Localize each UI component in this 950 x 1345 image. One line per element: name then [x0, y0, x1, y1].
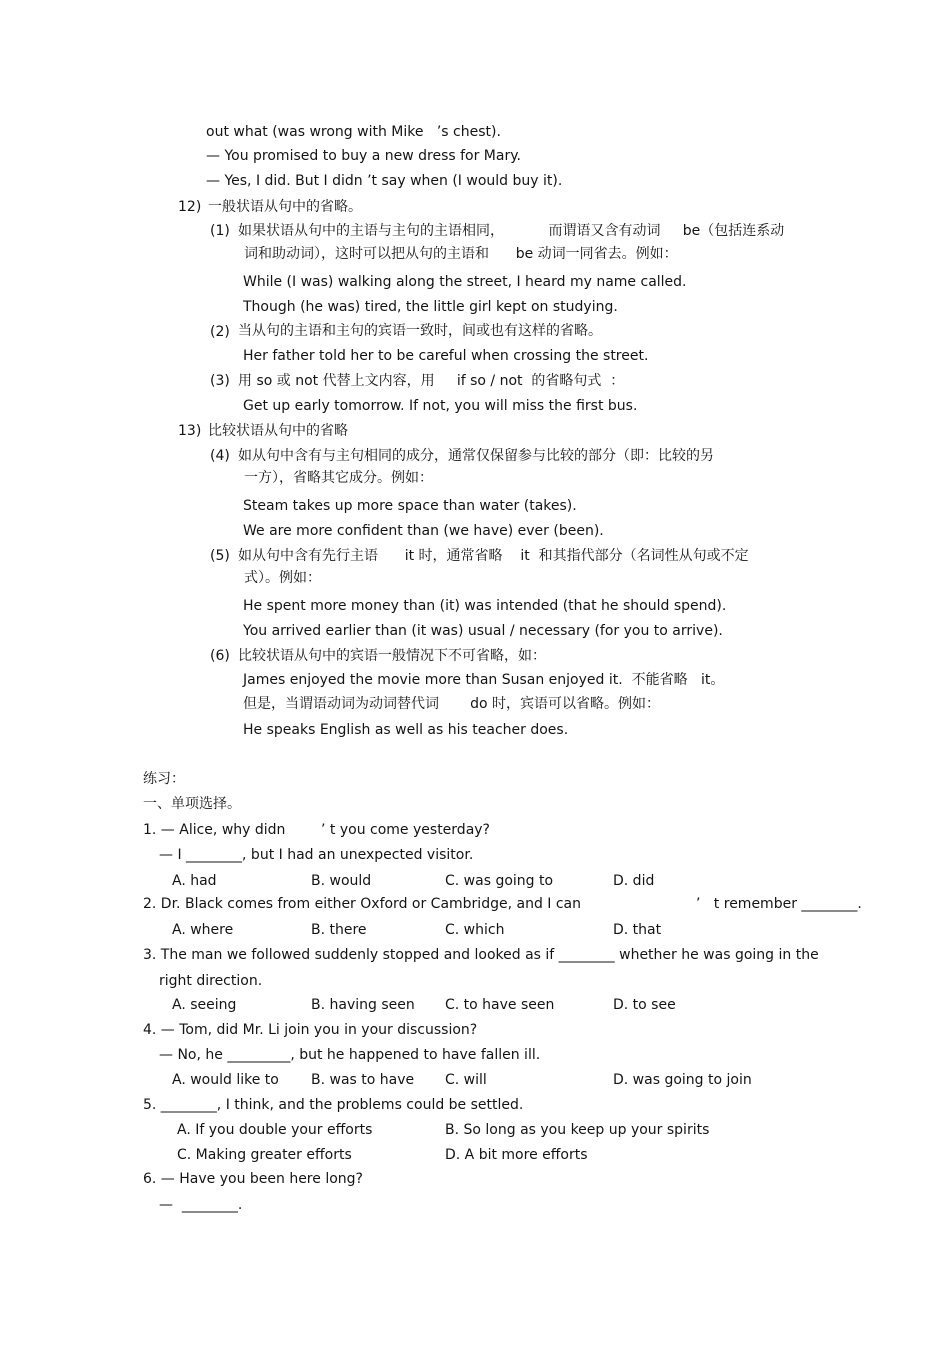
example-sentence: He spent more money than (it) was intended (that he should spend). [243, 598, 727, 614]
rule-note: 但是，当谓语动词为动词替代词 do 时，宾语可以省略。例如： [243, 696, 661, 712]
question-4-option-b[interactable]: B. was to have [311, 1072, 415, 1088]
rule-4-text: 如从句中含有与主句相同的成分，通常仅保留参与比较的部分（即：比较的另 [238, 448, 714, 464]
continuation-line: out what (was wrong with Mike ’s chest). [206, 124, 501, 140]
question-6-text-cont: — ________. [159, 1197, 243, 1213]
rule-5-text: 如从句中含有先行主语 it 时，通常省略 it 和其指代部分（名词性从句或不定 [238, 548, 749, 564]
question-5-option-a[interactable]: A. If you double your efforts [177, 1122, 373, 1138]
continuation-line: — Yes, I did. But I didn ’t say when (I would buy it). [206, 173, 563, 189]
item-13-label: 13) [178, 423, 202, 439]
example-sentence: While (I was) walking along the street, I heard my name called. [243, 274, 687, 290]
example-sentence: Though (he was) tired, the little girl kept on studying. [243, 299, 618, 315]
question-4-option-d[interactable]: D. was going to join [613, 1072, 752, 1088]
question-5-option-c[interactable]: C. Making greater efforts [177, 1147, 352, 1163]
question-1-text-cont: — I ________, but I had an unexpected visitor. [159, 847, 474, 863]
question-5-text: 5. ________, I think, and the problems could be settled. [143, 1097, 524, 1113]
question-3-option-a[interactable]: A. seeing [172, 997, 237, 1013]
rule-4-text-cont: 一方），省略其它成分。例如： [244, 470, 433, 486]
example-sentence: Steam takes up more space than water (takes). [243, 498, 577, 514]
question-3-text-cont: right direction. [159, 973, 263, 989]
exercise-heading: 练习： [143, 771, 185, 787]
rule-1-number: (1) [210, 223, 230, 239]
question-2-option-c[interactable]: C. which [445, 922, 505, 938]
question-1-text: 1. — Alice, why didn ’ t you come yesterday? [143, 822, 490, 838]
rule-2-number: (2) [210, 324, 230, 340]
rule-6-number: (6) [210, 648, 230, 664]
question-4-option-a[interactable]: A. would like to [172, 1072, 279, 1088]
example-sentence: He speaks English as well as his teacher does. [243, 722, 569, 738]
example-sentence: We are more confident than (we have) ever (been). [243, 523, 604, 539]
question-2-option-b[interactable]: B. there [311, 922, 367, 938]
question-2-text: 2. Dr. Black comes from either Oxford or Cambridge, and I can [143, 896, 582, 912]
rule-5-text-cont: 式）。例如： [244, 570, 321, 586]
rule-2-text: 当从句的主语和主句的宾语一致时，间或也有这样的省略。 [238, 323, 602, 339]
continuation-line: — You promised to buy a new dress for Mary. [206, 148, 521, 164]
example-sentence: You arrived earlier than (it was) usual / necessary (for you to arrive). [243, 623, 723, 639]
item-13-title: 比较状语从句中的省略 [208, 423, 348, 439]
question-5-option-b[interactable]: B. So long as you keep up your spirits [445, 1122, 710, 1138]
question-5-option-d[interactable]: D. A bit more efforts [445, 1147, 588, 1163]
question-1-option-c[interactable]: C. was going to [445, 873, 554, 889]
example-sentence: Get up early tomorrow. If not, you will miss the first bus. [243, 398, 638, 414]
item-12-title: 一般状语从句中的省略。 [208, 199, 362, 215]
question-3-option-b[interactable]: B. having seen [311, 997, 415, 1013]
rule-4-number: (4) [210, 448, 230, 464]
example-sentence: Her father told her to be careful when crossing the street. [243, 348, 649, 364]
question-3-option-d[interactable]: D. to see [613, 997, 676, 1013]
rule-1-text-cont: 词和助动词），这时可以把从句的主语和 be 动词一同省去。例如： [244, 246, 678, 262]
rule-3-number: (3) [210, 373, 230, 389]
question-4-text-cont: — No, he _________, but he happened to have fallen ill. [159, 1047, 541, 1063]
exercise-subheading: 一、单项选择。 [143, 796, 241, 812]
question-2-option-d[interactable]: D. that [613, 922, 662, 938]
question-1-option-a[interactable]: A. had [172, 873, 217, 889]
question-4-option-c[interactable]: C. will [445, 1072, 487, 1088]
question-2-option-a[interactable]: A. where [172, 922, 234, 938]
question-3-option-c[interactable]: C. to have seen [445, 997, 555, 1013]
example-sentence: James enjoyed the movie more than Susan enjoyed it. 不能省略 it。 [243, 672, 725, 688]
item-12-label: 12) [178, 199, 202, 215]
question-1-option-d[interactable]: D. did [613, 873, 655, 889]
rule-6-text: 比较状语从句中的宾语一般情况下不可省略，如： [238, 648, 546, 664]
rule-1-text: 如果状语从句中的主语与主句的主语相同， 而谓语又含有动词 be（包括连系动 [238, 223, 785, 239]
question-6-text: 6. — Have you been here long? [143, 1171, 363, 1187]
question-1-option-b[interactable]: B. would [311, 873, 372, 889]
question-4-text: 4. — Tom, did Mr. Li join you in your discussion? [143, 1022, 478, 1038]
rule-3-text: 用 so 或 not 代替上文内容，用 if so / not 的省略句式 ： [238, 373, 625, 389]
rule-5-number: (5) [210, 548, 230, 564]
question-3-text: 3. The man we followed suddenly stopped and looked as if ________ whether he was going in the [143, 947, 819, 963]
question-2-text-end: ’ t remember ________. [696, 896, 862, 912]
